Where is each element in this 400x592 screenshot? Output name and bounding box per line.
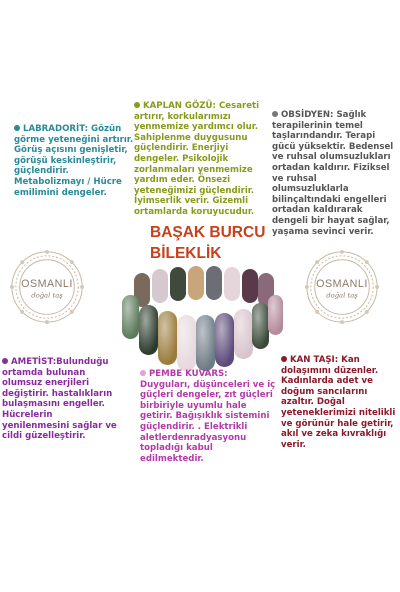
bullet-dot-icon xyxy=(281,356,287,362)
osmanli-logo-left xyxy=(8,248,86,326)
logo-tagline: doğal taş xyxy=(326,291,358,300)
stone-description: Duyguları, düşünceleri ve iç güçleri dengeler, zıt güçleri birbiriyle uyumlu hale getirir. Bağışıklık sistemini güçlendirir. . Elektrikli aletlerdenradyasyonu topladığı kabul edilmektedir. xyxy=(140,379,276,464)
ametist-info xyxy=(2,357,120,442)
stone-name: LABRADORİT: xyxy=(23,124,89,134)
labradorit-info xyxy=(14,124,134,198)
stone-name: OBSİDYEN: xyxy=(281,110,334,120)
bullet-dot-icon xyxy=(140,370,146,376)
bullet-dot-icon xyxy=(14,125,20,131)
bracelet-back-row xyxy=(134,266,274,307)
title-line-2: BİLEKLİK xyxy=(150,245,222,262)
stone-name: AMETİST: xyxy=(11,357,57,367)
stone-name: KAPLAN GÖZÜ: xyxy=(143,101,216,111)
obsidyen-info xyxy=(272,110,396,237)
stone-name: PEMBE KUVARS: xyxy=(149,369,228,379)
stone-description: Sağlık terapilerinin temel taşlarındandır. Terapi gücü yüksektir. Bedensel ve ruhsal olumsuzlukları ortadan kaldırır. Fiziksel ve ruhsal olumsuzluklarla bilinçaltındaki engelleri ortadan kaldırarak dengeli bir hayat sağlar, yaşama sevinci verir. xyxy=(272,110,394,237)
logo-tagline: doğal taş xyxy=(31,291,63,300)
osmanli-logo-right xyxy=(303,248,381,326)
bullet-dot-icon xyxy=(272,111,278,117)
logo-brand: OSMANLI xyxy=(21,278,73,290)
bullet-dot-icon xyxy=(2,358,8,364)
stone-name: KAN TAŞI: xyxy=(290,355,339,365)
page-title xyxy=(150,222,265,264)
bracelet-image xyxy=(120,265,285,375)
stone-description: Gözün görme yeteneğini artırır. Görüş açısını genişletir, görüşü keskinleştirir, güçlendirir. Metabolizmayı / Hücre emilimini dengeler. xyxy=(14,124,134,198)
kaplan-gozu-info xyxy=(134,101,274,218)
stone-description: Cesareti artırır, korkularımızı yenmemize yardımcı olur. Sahiplenme duygusunu güçlendirir. Enerjiyi dengeler. Psikolojik zorlanmaları yenmemize yardım eder. Önsezi yeteneğimizi güçlendirir. İyimserlik verir. Gizemli ortamlarda koruyucudur. xyxy=(134,101,260,217)
kan-tasi-info xyxy=(281,355,397,450)
pembe-kuvars-info xyxy=(140,369,278,464)
title-line-1: BAŞAK BURCU xyxy=(150,224,266,241)
stone-description: Kan dolaşımını düzenler. Kadınlarda adet ve doğum sancılarını azaltır. Doğal yeteneklerimizi nitelikli ve görünür hale getirir, akıl ve zeka kıvraklığı verir. xyxy=(281,355,396,450)
bullet-dot-icon xyxy=(134,102,140,108)
stone-description: Bulunduğu ortamda bulunan olumsuz enerjileri değiştirir. hastalıkların bulaşmasını engeller. Hücrelerin yenilenmesini sağlar ve cildi güzelleştirir. xyxy=(2,357,117,442)
logo-brand: OSMANLI xyxy=(316,278,368,290)
